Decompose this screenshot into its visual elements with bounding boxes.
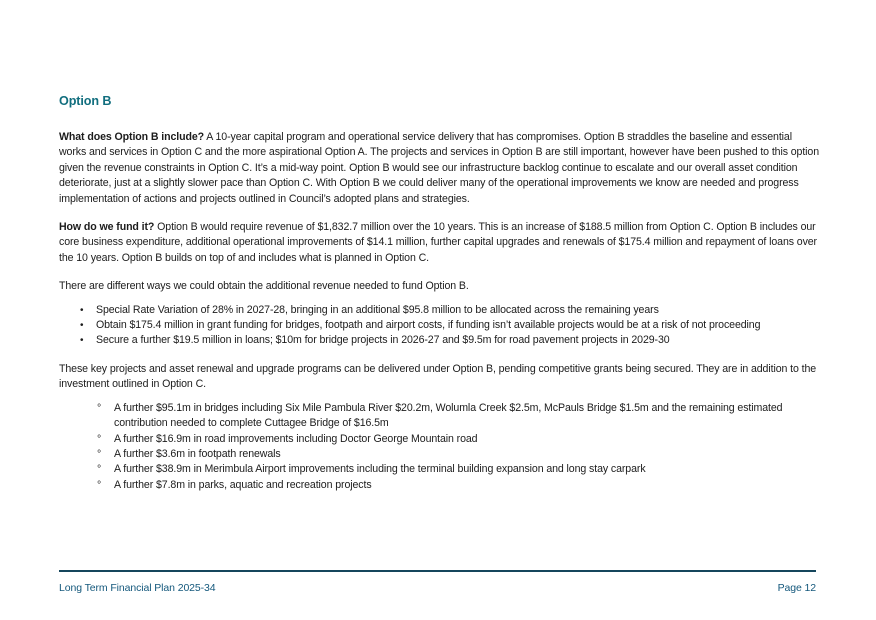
sub-bullet-icon: ° bbox=[97, 432, 102, 445]
footer-page-number: Page 12 bbox=[777, 582, 816, 594]
bullet-text: Secure a further $19.5 million in loans; $10m for bridge projects in 2026-27 and $9.5m for road pavement projects in 2029-30 bbox=[96, 334, 670, 347]
paragraph-key-projects: These key projects and asset renewal and upgrade programs can be delivered under Option B, pending competitive grants being secured. They are in addition to the investment outlined in Option C. bbox=[59, 362, 817, 391]
bullet-text: Obtain $175.4 million in grant funding for bridges, footpath and airport costs, if funding isn’t available projects would be at a risk of not proceeding bbox=[96, 319, 761, 332]
footer-document-title: Long Term Financial Plan 2025-34 bbox=[59, 582, 216, 594]
sub-bullet-text: A further $38.9m in Merimbula Airport improvements including the terminal building expansion and long stay carpark bbox=[114, 463, 646, 476]
bullet-text: Special Rate Variation of 28% in 2027-28, bringing in an additional $95.8 million to be allocated across the remaining years bbox=[96, 303, 659, 316]
paragraph-how-do-we-fund-it bbox=[59, 220, 819, 266]
sub-bullet-item-footpaths bbox=[59, 447, 819, 462]
sub-bullet-text: A further $7.8m in parks, aquatic and recreation projects bbox=[114, 478, 372, 491]
paragraph-lead-what-includes: What does Option B include? bbox=[59, 131, 205, 143]
funding-options-list bbox=[59, 303, 819, 349]
sub-bullet-text: A further $3.6m in footpath renewals bbox=[114, 447, 281, 460]
footer-divider bbox=[59, 570, 816, 572]
paragraph-body-how-fund: Option B would require revenue of $1,832.7 million over the 10 years. This is an increase of $188.5 million from Option C. Option B includes our core business expenditure, additional operational improvements of $14.1 million, further capital upgrades and renewals of $175.4 million and repayment of loans over the 10 years. Option B builds on top of and includes what is planned in Option C. bbox=[59, 221, 817, 264]
bullet-item-special-rate-variation bbox=[59, 303, 819, 318]
key-projects-list bbox=[59, 401, 819, 493]
bullet-icon: • bbox=[80, 304, 84, 316]
bullet-item-loans bbox=[59, 333, 819, 348]
bullet-icon: • bbox=[80, 320, 84, 332]
sub-bullet-icon: ° bbox=[97, 478, 102, 491]
sub-bullet-icon: ° bbox=[97, 447, 102, 460]
bullet-icon: • bbox=[80, 335, 84, 347]
paragraph-what-does-option-b-include bbox=[59, 130, 819, 207]
paragraph-body-what-includes: A 10-year capital program and operational service delivery that has compromises. Option B straddles the baseline and essential works and services in Option C and the more aspirational Option A. The projects and services in Option B are still important, however have been pushed to this option given the revenue constraints in Option C. It’s a mid-way point. Option B would see our infrastructure backlog continue to escalate and our overall asset condition deteriorate, just at a slightly slower pace than Option C. With Option B we could deliver many of the operational improvements we know are needed and progress implementation of actions and projects outlined in Council’s adopted plans and strategies. bbox=[59, 131, 820, 205]
sub-bullet-text: A further $16.9m in road improvements including Doctor George Mountain road bbox=[114, 432, 478, 445]
sub-bullet-icon: ° bbox=[97, 463, 102, 476]
sub-bullet-item-parks bbox=[59, 478, 819, 493]
bullet-item-grant-funding bbox=[59, 318, 819, 333]
paragraph-lead-how-fund: How do we fund it? bbox=[59, 221, 155, 234]
section-heading: Option B bbox=[59, 94, 112, 108]
footer-row bbox=[59, 582, 816, 594]
sub-bullet-icon: ° bbox=[97, 401, 102, 414]
paragraph-different-ways: There are different ways we could obtain the additional revenue needed to fund Option B. bbox=[59, 280, 469, 293]
sub-bullet-item-roads bbox=[59, 432, 819, 447]
sub-bullet-text: A further $95.1m in bridges including Six Mile Pambula River $20.2m, Wolumla Creek $2.5m, McPauls Bridge $1.5m and the remaining estimated contribution needed to complete Cuttagee Bridge of $16.5m bbox=[114, 401, 783, 430]
sub-bullet-item-bridges bbox=[59, 401, 819, 432]
sub-bullet-item-airport bbox=[59, 462, 819, 477]
page-footer bbox=[59, 570, 816, 594]
